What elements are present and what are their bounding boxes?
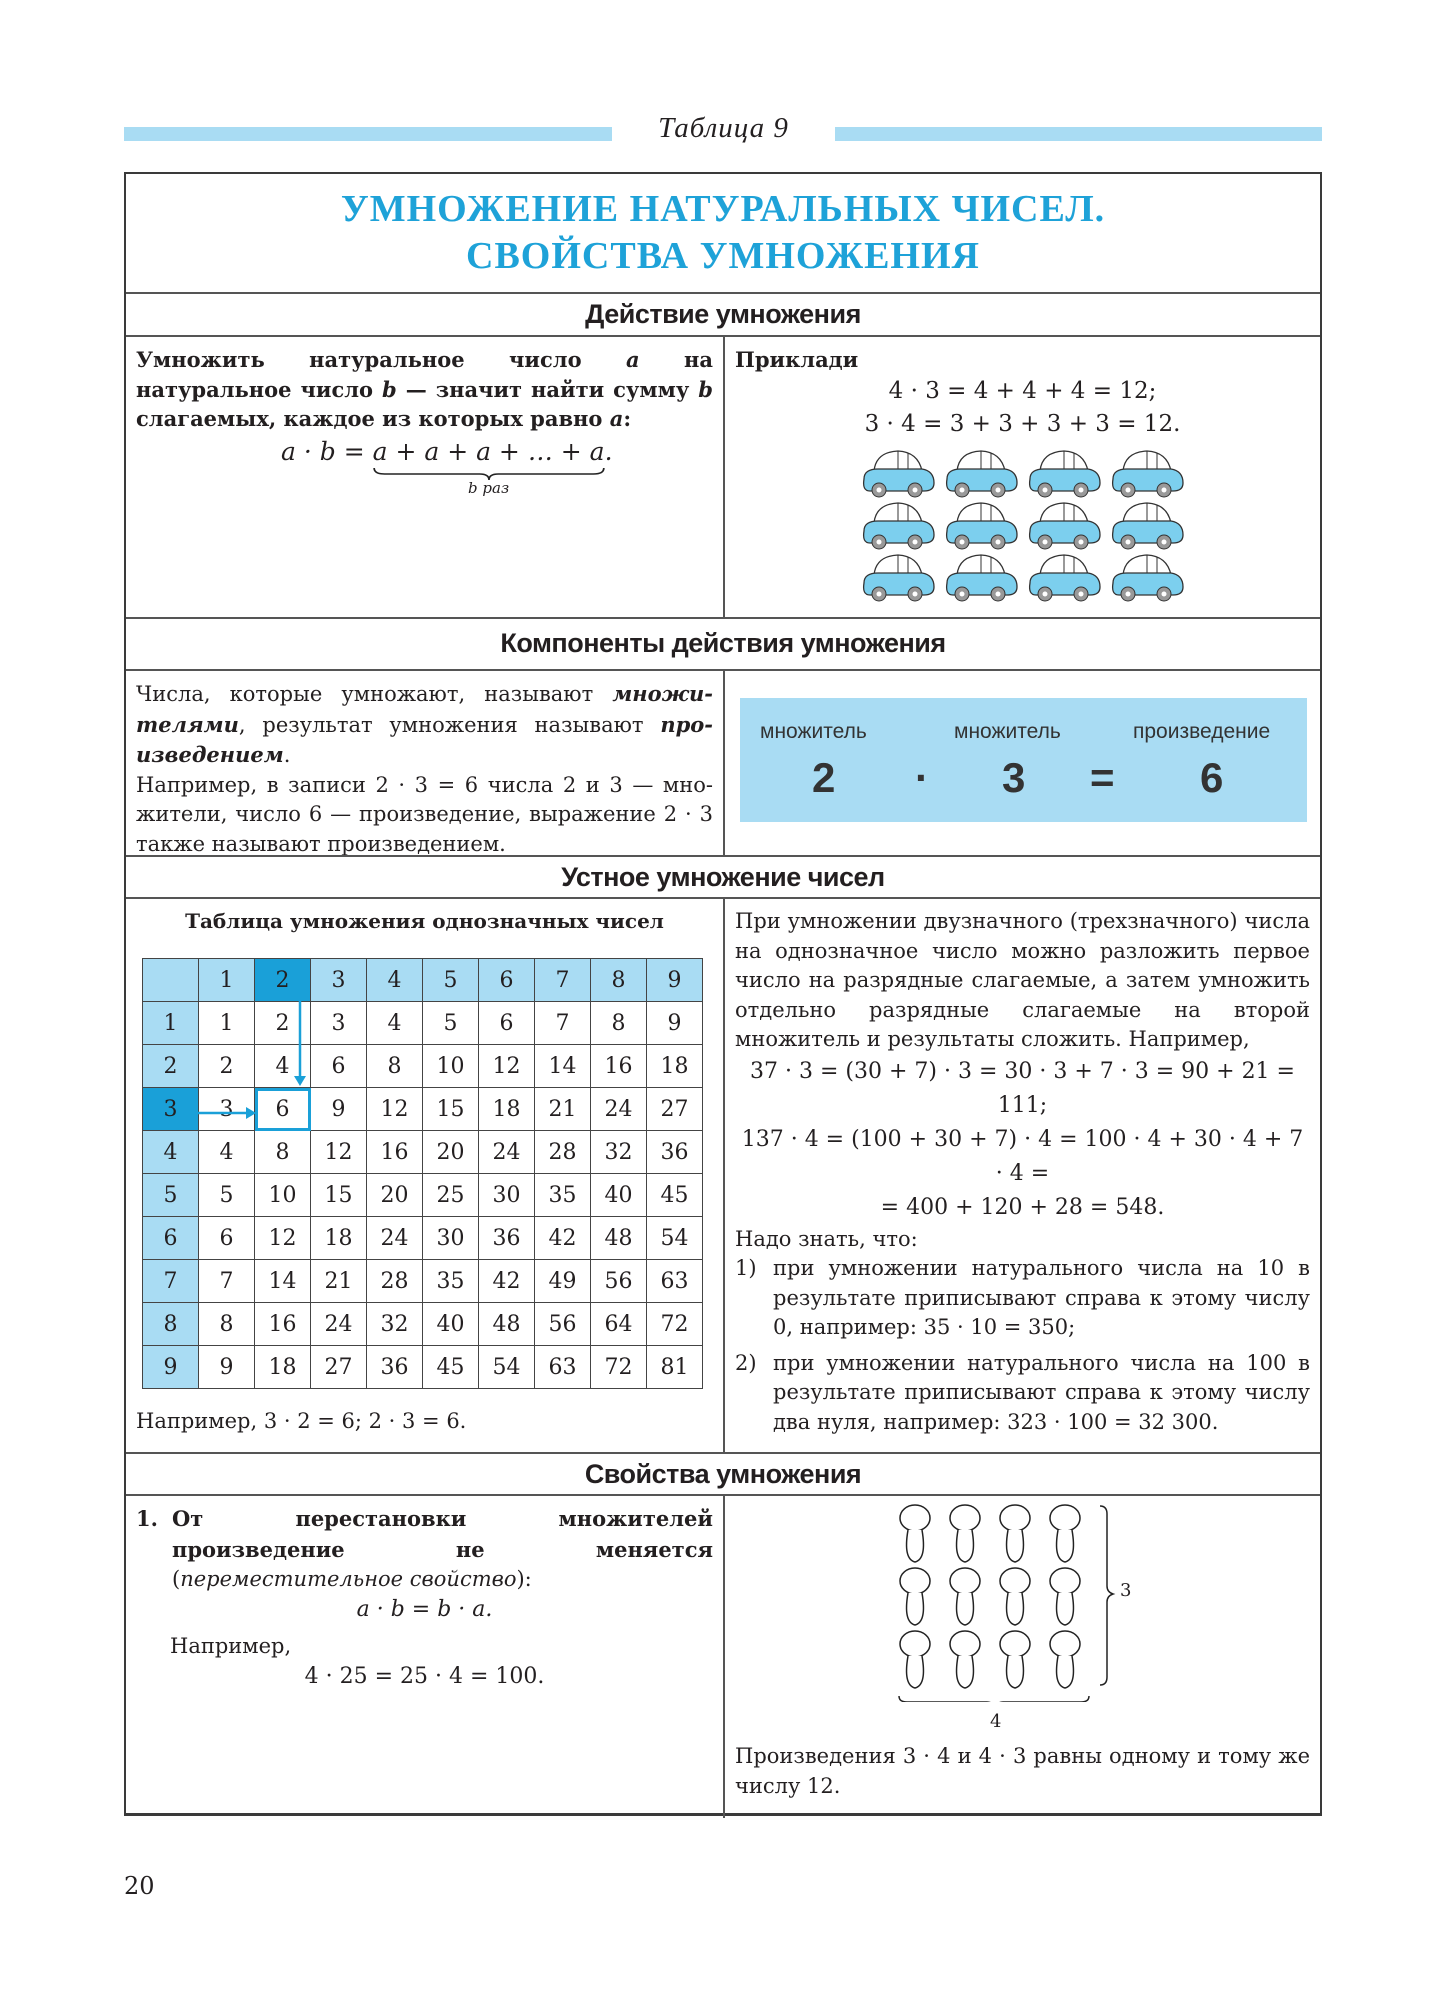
- table-cell: 15: [311, 1174, 367, 1217]
- table-cell: 7: [199, 1260, 255, 1303]
- row-header: 5: [143, 1174, 199, 1217]
- table-cell: 24: [367, 1217, 423, 1260]
- definition-cell: [126, 337, 725, 617]
- mushrooms-caption: Произведения 3 · 4 и 4 · 3 равны одному и тому же числу 12.: [735, 1744, 1310, 1798]
- table-cell: 1: [199, 1002, 255, 1045]
- rule-item-2: 2) при умножении натурального числа на 100 в результате приписывают справа к этому числу два нуля, например: 323 · 100 = 32 300.: [735, 1350, 1310, 1434]
- car-icon: [1113, 555, 1183, 601]
- section-action: [126, 335, 1320, 617]
- mental-rule: При умножении двузначного (трехзначного) числа на однозначное число можно разложить первое число на разрядные слагаемые, а затем умножить отдельно разрядные слагаемые на второй множитель и результаты сложить. Например,: [735, 909, 1310, 1051]
- row-header: 6: [143, 1217, 199, 1260]
- table-row: [143, 1088, 703, 1131]
- table-cell: 16: [367, 1131, 423, 1174]
- table-cell: 45: [647, 1174, 703, 1217]
- table-cell: 12: [367, 1088, 423, 1131]
- table-cell: 63: [535, 1346, 591, 1389]
- table-cell: 24: [591, 1088, 647, 1131]
- times-table-cell: [126, 899, 725, 1452]
- row-header: 7: [143, 1260, 199, 1303]
- table-cell: 9: [311, 1088, 367, 1131]
- table-cell: 30: [423, 1217, 479, 1260]
- mushroom-icon: [1050, 1568, 1080, 1625]
- mushroom-icon: [900, 1631, 930, 1688]
- car-icon: [947, 555, 1017, 601]
- row-header: 9: [143, 1346, 199, 1389]
- table-cell: 27: [647, 1088, 703, 1131]
- car-icon: [864, 555, 934, 601]
- section-properties: [126, 1494, 1320, 1818]
- mental-text-cell: [725, 899, 1320, 1452]
- car-icon: [1113, 503, 1183, 549]
- table-row: [143, 1346, 703, 1389]
- table-cell: 6: [199, 1217, 255, 1260]
- components-diagram-cell: [725, 671, 1320, 855]
- page-title: [126, 174, 1320, 280]
- table-cell: 16: [591, 1045, 647, 1088]
- row-header: 8: [143, 1303, 199, 1346]
- mushrooms-illustration: [895, 1502, 1155, 1702]
- mushroom-icon: [1000, 1631, 1030, 1688]
- section-heading-properties: Свойства умножения: [126, 1452, 1320, 1494]
- section-heading-mental: Устное умножение чисел: [126, 855, 1320, 897]
- components-panel: [740, 698, 1307, 822]
- car-icon: [1113, 451, 1183, 497]
- rule-item-1: 1) при умножении натурального числа на 10 в результате приписывают справа к этому числу 0, например: 35 · 10 = 350;: [735, 1256, 1310, 1339]
- column-header: 8: [591, 959, 647, 1002]
- table-cell: 8: [367, 1045, 423, 1088]
- property-example: 4 · 25 = 25 · 4 = 100.: [304, 1663, 545, 1689]
- table-cell: 5: [423, 1002, 479, 1045]
- brace-label: b раз: [468, 479, 510, 497]
- table-cell: 54: [479, 1346, 535, 1389]
- car-icon: [947, 451, 1017, 497]
- table-cell: 56: [535, 1303, 591, 1346]
- times-table: [142, 958, 703, 1389]
- column-header: 2: [255, 959, 311, 1002]
- table-cell: 72: [647, 1303, 703, 1346]
- table-cell: 28: [367, 1260, 423, 1303]
- table-row: [143, 1217, 703, 1260]
- table-cell: 32: [367, 1303, 423, 1346]
- row-header: 1: [143, 1002, 199, 1045]
- times-table-example: Например, 3 · 2 = 6; 2 · 3 = 6.: [136, 1409, 467, 1433]
- table-cell: 12: [479, 1045, 535, 1088]
- label-product: произведение: [1133, 720, 1271, 743]
- table-cell: 16: [255, 1303, 311, 1346]
- mushroom-icon: [900, 1568, 930, 1625]
- table-cell: 40: [423, 1303, 479, 1346]
- table-cell: 10: [423, 1045, 479, 1088]
- cars-illustration: [860, 445, 1195, 605]
- row-header: 2: [143, 1045, 199, 1088]
- car-icon: [864, 451, 934, 497]
- header-rule-left: [124, 127, 612, 141]
- table-cell: 20: [367, 1174, 423, 1217]
- table-cell: 6: [255, 1088, 311, 1131]
- table-cell: 24: [479, 1131, 535, 1174]
- equation-3: = 400 + 120 + 28 = 548.: [880, 1194, 1165, 1220]
- car-icon: [1030, 503, 1100, 549]
- mushroom-icon: [1050, 1505, 1080, 1562]
- table-cell: 4: [255, 1045, 311, 1088]
- mushroom-icon: [1000, 1505, 1030, 1562]
- table-cell: 48: [479, 1303, 535, 1346]
- property-1: 1. От перестановки множителей произведение не меняется (переместительное свойство):: [136, 1506, 713, 1591]
- table-row: [143, 1045, 703, 1088]
- table-label: Таблица 9: [658, 112, 789, 144]
- table-cell: 20: [423, 1131, 479, 1174]
- components-example: Например, в записи 2 · 3 = 6 числа 2 и 3 — множители, число 6 — произведение, выражение 2 · 3 также называют произведением.: [136, 772, 713, 856]
- definition-formula: a · b = a + a + a + … + a b раз .: [281, 437, 613, 497]
- table-corner: [143, 959, 199, 1002]
- cols-count-label: 4: [990, 1711, 1002, 1732]
- table-cell: 42: [535, 1217, 591, 1260]
- table-cell: 2: [255, 1002, 311, 1045]
- section-components: [126, 669, 1320, 855]
- dot-sign: ·: [915, 754, 929, 801]
- table-cell: 36: [479, 1217, 535, 1260]
- table-cell: 18: [311, 1217, 367, 1260]
- table-cell: 10: [255, 1174, 311, 1217]
- header-rule-right: [835, 127, 1322, 141]
- mushroom-icon: [950, 1631, 980, 1688]
- example-2: 3 · 4 = 3 + 3 + 3 + 3 = 12.: [864, 410, 1181, 437]
- components-definition: Числа, которые умножают, называют множителями, результат умножения называют произведением.: [136, 681, 713, 767]
- table-cell: 12: [255, 1217, 311, 1260]
- column-header: 9: [647, 959, 703, 1002]
- column-header: 5: [423, 959, 479, 1002]
- know-label: Надо знать, что:: [735, 1226, 918, 1251]
- table-cell: 36: [647, 1131, 703, 1174]
- table-cell: 28: [535, 1131, 591, 1174]
- table-cell: 8: [591, 1002, 647, 1045]
- mushroom-icon: [950, 1505, 980, 1562]
- table-cell: 81: [647, 1346, 703, 1389]
- table-row: [143, 1131, 703, 1174]
- table-cell: 24: [311, 1303, 367, 1346]
- rows-count-label: 3: [1120, 1580, 1132, 1601]
- row-header: 3: [143, 1088, 199, 1131]
- table-cell: 35: [535, 1174, 591, 1217]
- table-row: [143, 1260, 703, 1303]
- table-cell: 25: [423, 1174, 479, 1217]
- table-cell: 64: [591, 1303, 647, 1346]
- table-cell: 40: [591, 1174, 647, 1217]
- table-cell: 27: [311, 1346, 367, 1389]
- table-cell: 4: [199, 1131, 255, 1174]
- table-cell: 49: [535, 1260, 591, 1303]
- table-row: [143, 1303, 703, 1346]
- table-cell: 35: [423, 1260, 479, 1303]
- table-cell: 15: [423, 1088, 479, 1131]
- table-cell: 3: [199, 1088, 255, 1131]
- components-text-cell: [126, 671, 725, 855]
- section-mental: [126, 897, 1320, 1452]
- definition-text: Умножить натуральное число a на натуральное число b — значит найти сумму b слагаемых, каждое из которых равно a:: [136, 347, 713, 431]
- table-cell: 9: [199, 1346, 255, 1389]
- row-header: 4: [143, 1131, 199, 1174]
- table-cell: 21: [311, 1260, 367, 1303]
- table-cell: 18: [647, 1045, 703, 1088]
- table-cell: 48: [591, 1217, 647, 1260]
- section-heading-components: Компоненты действия умножения: [126, 617, 1320, 669]
- table-cell: 6: [479, 1002, 535, 1045]
- mushrooms-cell: [725, 1496, 1320, 1818]
- table-cell: 9: [647, 1002, 703, 1045]
- table-cell: 14: [255, 1260, 311, 1303]
- table-cell: 4: [367, 1002, 423, 1045]
- table-cell: 6: [311, 1045, 367, 1088]
- equation-1: 37 · 3 = (30 + 7) · 3 = 30 · 3 + 7 · 3 = 90 + 21 = 111;: [750, 1058, 1295, 1118]
- examples-label: Приклади: [735, 347, 859, 372]
- table-cell: 36: [367, 1346, 423, 1389]
- title-line-1: УМНОЖЕНИЕ НАТУРАЛЬНЫХ ЧИСЕЛ.: [340, 188, 1106, 230]
- table-cell: 72: [591, 1346, 647, 1389]
- factor-2-value: 3: [1002, 754, 1026, 801]
- table-cell: 2: [199, 1045, 255, 1088]
- mushroom-icon: [1050, 1631, 1080, 1688]
- table-cell: 3: [311, 1002, 367, 1045]
- table-row: [143, 1002, 703, 1045]
- table-cell: 12: [311, 1131, 367, 1174]
- example-1: 4 · 3 = 4 + 4 + 4 = 12;: [888, 377, 1157, 404]
- table-cell: 8: [199, 1303, 255, 1346]
- label-factor-2: множитель: [954, 720, 1061, 743]
- car-icon: [1030, 555, 1100, 601]
- factor-1-value: 2: [812, 754, 836, 801]
- table-cell: 45: [423, 1346, 479, 1389]
- column-header: 7: [535, 959, 591, 1002]
- table-row: [143, 1174, 703, 1217]
- equation-2: 137 · 4 = (100 + 30 + 7) · 4 = 100 · 4 + 30 · 4 + 7 · 4 =: [741, 1126, 1304, 1186]
- column-header: 4: [367, 959, 423, 1002]
- column-header: 3: [311, 959, 367, 1002]
- table-cell: 14: [535, 1045, 591, 1088]
- table-cell: 7: [535, 1002, 591, 1045]
- table-cell: 8: [255, 1131, 311, 1174]
- car-icon: [947, 503, 1017, 549]
- car-icon: [864, 503, 934, 549]
- label-factor-1: множитель: [760, 720, 867, 743]
- table-cell: 18: [479, 1088, 535, 1131]
- property-cell: [126, 1496, 725, 1818]
- table-cell: 21: [535, 1088, 591, 1131]
- table-cell: 54: [647, 1217, 703, 1260]
- content-table: [124, 172, 1322, 1816]
- column-header: 6: [479, 959, 535, 1002]
- table-cell: 30: [479, 1174, 535, 1217]
- title-line-2: СВОЙСТВА УМНОЖЕНИЯ: [466, 235, 980, 277]
- property-example-label: Например,: [170, 1634, 292, 1658]
- mushroom-icon: [950, 1568, 980, 1625]
- table-cell: 18: [255, 1346, 311, 1389]
- times-table-title: Таблица умножения однозначных чисел: [185, 909, 664, 933]
- examples-cell: [725, 337, 1320, 617]
- table-cell: 63: [647, 1260, 703, 1303]
- table-cell: 32: [591, 1131, 647, 1174]
- column-header: 1: [199, 959, 255, 1002]
- table-cell: 5: [199, 1174, 255, 1217]
- section-heading-action: Действие умножения: [126, 292, 1320, 337]
- equals-sign: =: [1090, 754, 1115, 801]
- page-number: 20: [124, 1872, 155, 1900]
- car-icon: [1030, 451, 1100, 497]
- product-value: 6: [1200, 754, 1224, 801]
- mushroom-icon: [900, 1505, 930, 1562]
- table-cell: 42: [479, 1260, 535, 1303]
- table-cell: 56: [591, 1260, 647, 1303]
- mushroom-icon: [1000, 1568, 1030, 1625]
- property-formula: a · b = b · a.: [356, 1596, 493, 1622]
